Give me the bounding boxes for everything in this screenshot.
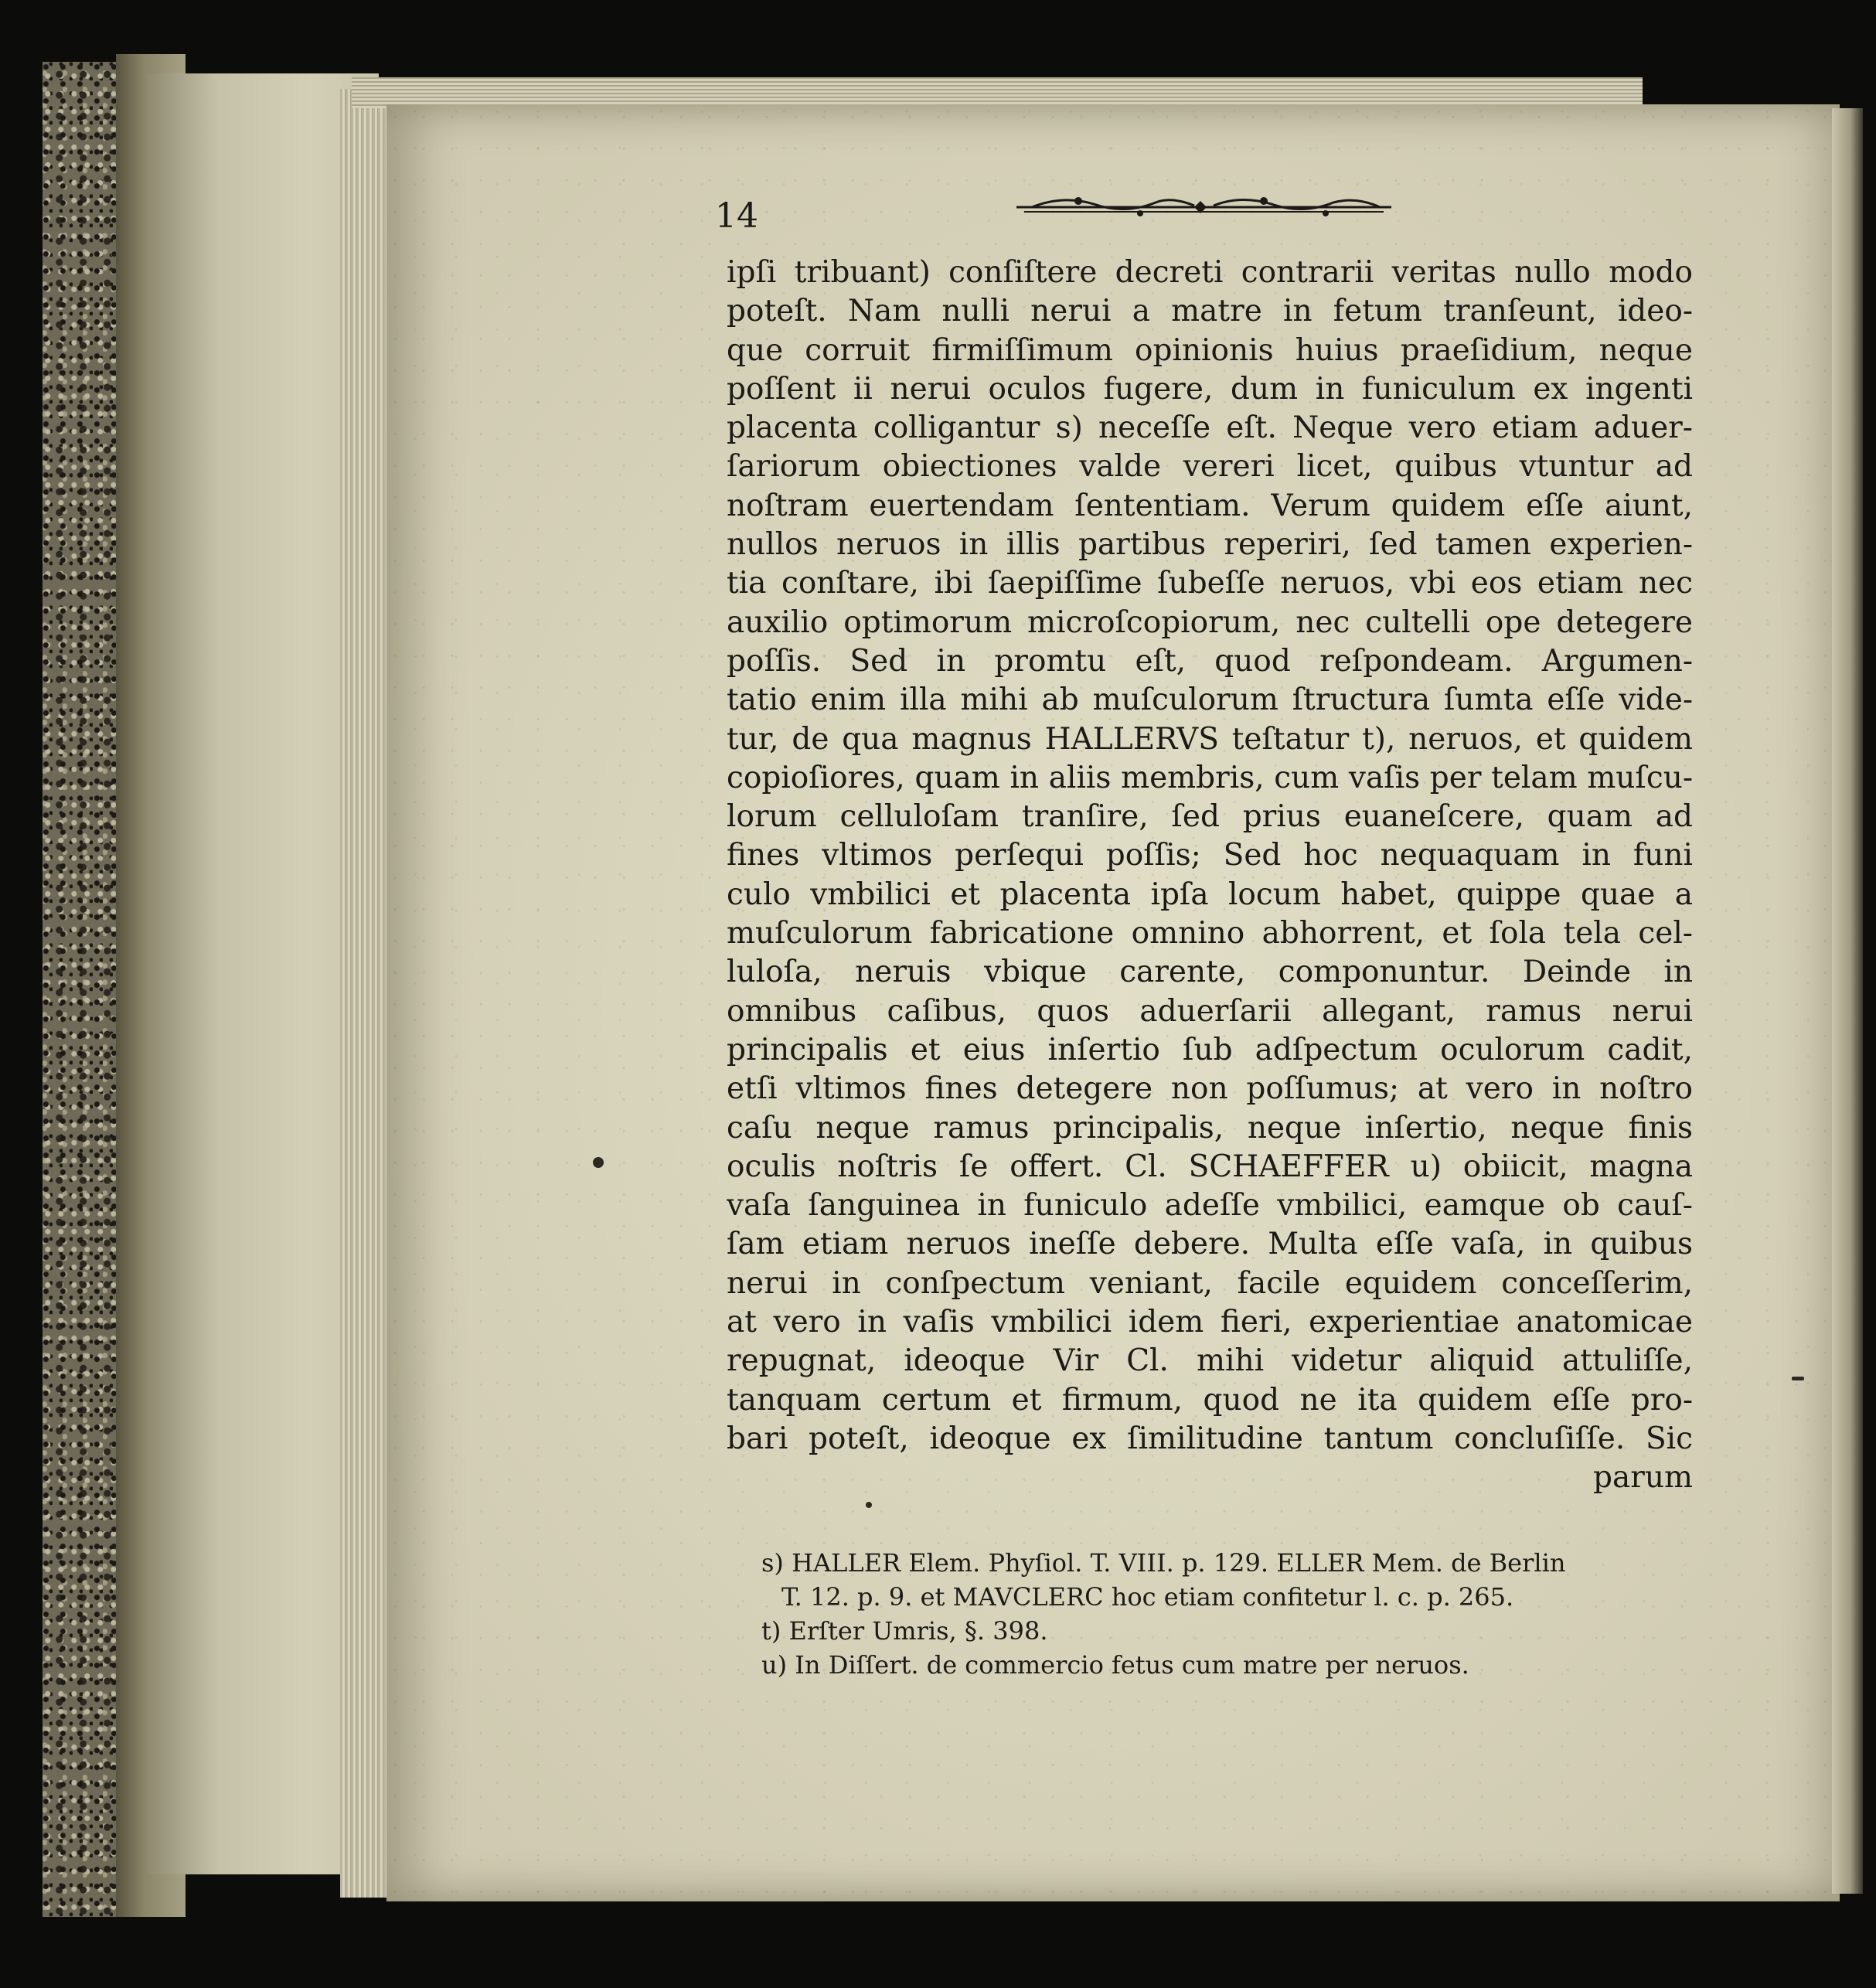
text-line: culo vmbilici et placenta ipſa locum habet, quippe quae a <box>727 877 1693 912</box>
ornament-rule-icon <box>1016 192 1391 223</box>
text-line: caſu neque ramus principalis, neque inſertio, neque finis <box>727 1110 1693 1145</box>
text-line: principalis et eius inſertio ſub adſpectum oculorum cadit, <box>727 1032 1693 1067</box>
ink-speck <box>1792 1377 1804 1380</box>
text-line: tur, de qua magnus HALLERVS teſtatur t), neruos, et quidem <box>727 721 1693 757</box>
ink-speck <box>866 1502 872 1508</box>
text-line: repugnat, ideoque Vir Cl. mihi videtur aliquid attuliſſe, <box>727 1343 1693 1379</box>
text-line: poſſis. Sed in promtu eſt, quod reſpondeam. Argumen- <box>727 643 1693 679</box>
text-line: auxilio optimorum microſcopiorum, nec cultelli ope detegere <box>727 604 1693 640</box>
text-line: ſam etiam neruos ineſſe debere. Multa eſſe vaſa, in quibus <box>727 1227 1693 1262</box>
footnote-t: t) Erſter Umris, §. 398. <box>761 1616 1048 1646</box>
top-page-edges <box>352 77 1643 108</box>
footnote-s-continued: T. 12. p. 9. et MAVCLERC hoc etiam confitetur l. c. p. 265. <box>781 1582 1514 1612</box>
text-line: placenta colligantur s) neceſſe eſt. Neque vero etiam aduer- <box>727 410 1693 446</box>
text-line: vaſa ſanguinea in funiculo adeſſe vmbilici, eamque ob cauſ- <box>727 1188 1693 1224</box>
text-line: tia conſtare, ibi ſaepiſſime ſubeſſe neruos, vbi eos etiam nec <box>727 566 1693 601</box>
text-line: poteſt. Nam nulli nerui a matre in fetum tranſeunt, ideo- <box>727 294 1693 329</box>
text-line: muſculorum fabricatione omnino abhorrent, et ſola tela cel- <box>727 916 1693 951</box>
text-line: copioſiores, quam in aliis membris, cum vaſis per telam muſcu- <box>727 760 1693 795</box>
text-line: bari poteſt, ideoque ex ſimilitudine tantum concluſiſſe. Sic <box>727 1421 1693 1456</box>
text-line: at vero in vaſis vmbilici idem fieri, experientiae anatomicae <box>727 1305 1693 1340</box>
footnote-u: u) In Diſſert. de commercio fetus cum matre per neruos. <box>761 1650 1469 1680</box>
text-line: fines vltimos perſequi poſſis; Sed hoc nequaquam in funi <box>727 838 1693 873</box>
text-line: ſariorum obiectiones valde vereri licet, quibus vtuntur ad <box>727 449 1693 485</box>
page-number: 14 <box>715 196 758 236</box>
text-line: oculis noſtris ſe offert. Cl. SCHAEFFER u) obiicit, magna <box>727 1149 1693 1184</box>
text-line: omnibus caſibus, quos aduerſarii allegant, ramus nerui <box>727 993 1693 1029</box>
text-line: tatio enim illa mihi ab muſculorum ſtructura ſumta eſſe vide- <box>727 683 1693 718</box>
text-line: que corruit firmiſſimum opinionis huius praeſidium, neque <box>727 332 1693 368</box>
footnotes <box>761 1546 1720 1682</box>
text-line: ipſi tribuant) conſiſtere decreti contrarii veritas nullo modo <box>727 255 1693 290</box>
text-line: etſi vltimos fines detegere non poſſumus; at vero in noſtro <box>727 1071 1693 1107</box>
catchword: parum <box>1593 1460 1693 1496</box>
page-right-edge <box>1832 108 1863 1894</box>
text-line: luloſa, neruis vbique carente, componuntur. Deinde in <box>727 955 1693 990</box>
text-line: tanquam certum et firmum, quod ne ita quidem eſſe pro- <box>727 1382 1693 1418</box>
ink-speck <box>593 1157 604 1168</box>
text-line: poſſent ii nerui oculos fugere, dum in funiculum ex ingenti <box>727 371 1693 407</box>
text-line: lorum celluloſam tranſire, ſed prius euaneſcere, quam ad <box>727 799 1693 835</box>
footnote-s: s) HALLER Elem. Phyſiol. T. VIII. p. 129. ELLER Mem. de Berlin <box>761 1548 1566 1578</box>
text-line: nullos neruos in illis partibus reperiri, ſed tamen experien- <box>727 527 1693 563</box>
text-line: noſtram euertendam ſententiam. Verum quidem eſſe aiunt, <box>727 488 1693 523</box>
text-line: nerui in conſpectum veniant, facile equidem conceſſerim, <box>727 1265 1693 1301</box>
body-text <box>727 254 1693 1498</box>
